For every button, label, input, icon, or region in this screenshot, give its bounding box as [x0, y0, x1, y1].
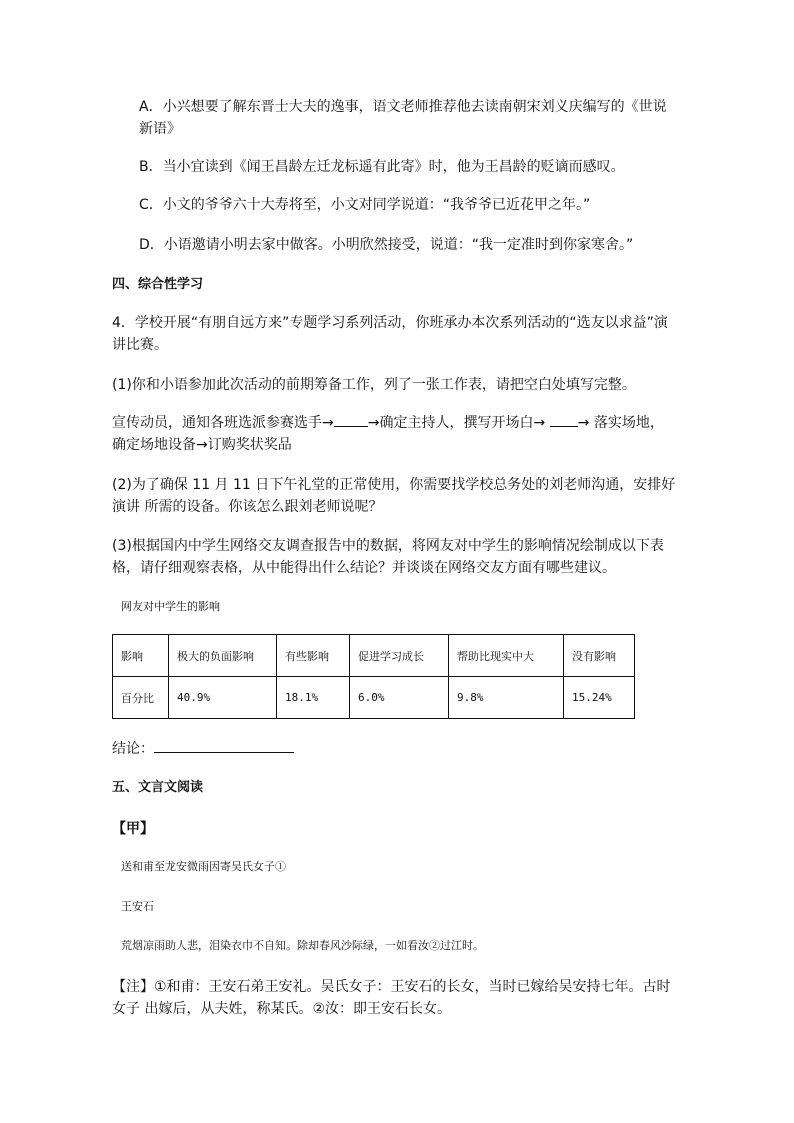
- flow-step3: → 落实场地，: [577, 415, 664, 431]
- header-cell-some-influence: 有些影响: [277, 635, 350, 677]
- conclusion-line: [112, 738, 294, 760]
- flow-line2: 确定场地设备→订购奖状奖品: [112, 437, 292, 453]
- option-c: C．小文的爷爷六十大寿将至，小文对同学说道：“我爷爷已近花甲之年。”: [139, 197, 591, 213]
- fill-blank-1[interactable]: [334, 412, 368, 427]
- header-cell-promote-learning: 促进学习成长: [350, 635, 449, 677]
- value-major-negative: 40.9%: [169, 677, 277, 719]
- flow-line1: [112, 412, 664, 434]
- value-some-influence: 18.1%: [277, 677, 350, 719]
- subquestion2-line2: 演讲 所需的设备。你该怎么跟刘老师说呢？: [112, 499, 383, 515]
- section4-heading: 四、综合性学习: [112, 277, 204, 292]
- section5-heading: 五、文言文阅读: [112, 780, 204, 795]
- value-more-helpful: 9.8%: [449, 677, 564, 719]
- value-no-influence: 15.24%: [564, 677, 635, 719]
- flow-step2: →确定主持人，撰写开场白→: [367, 415, 550, 431]
- subquestion2-line1: (2)为了确保 11 月 11 日下午礼堂的正常使用，你需要找学校总务处的刘老师沟通，安排好: [112, 477, 676, 493]
- table-row: [113, 677, 635, 719]
- fill-blank-2[interactable]: [550, 412, 578, 427]
- option-a-line1: A．小兴想要了解东晋士大夫的逸事，语文老师推荐他去读南朝宋刘义庆编写的《世说: [139, 99, 667, 115]
- header-cell-major-negative: 极大的负面影响: [169, 635, 277, 677]
- question4-line2: 讲比赛。: [112, 337, 168, 353]
- header-cell-influence: 影响: [113, 635, 169, 677]
- subquestion1: (1)你和小语参加此次活动的前期筹备工作，列了一张工作表，请把空白处填写完整。: [112, 377, 636, 393]
- conclusion-label: 结论：: [112, 741, 154, 757]
- note-line1: 【注】①和甫：王安石弟王安礼。吴氏女子：王安石的长女，当时已嫁给吴安持七年。古时: [112, 979, 671, 995]
- subquestion3-line1: (3)根据国内中学生网络交友调查报告中的数据，将网友对中学生的影响情况绘制成以下表: [112, 538, 664, 554]
- header-cell-more-helpful: 帮助比现实中大: [449, 635, 564, 677]
- poem-text: 荒烟凉雨助人悲，泪染衣巾不自知。除却春风沙际绿，一如看汝②过江时。: [121, 939, 484, 952]
- poem-title: 送和甫至龙安微雨因寄吴氏女子①: [121, 860, 286, 873]
- question4-line1: 4．学校开展“有朋自远方来”专题学习系列活动，你班承办本次系列活动的“选友以求益”演: [112, 315, 668, 331]
- note-line2: 女子 出嫁后，从夫姓，称某氏。②汝：即王安石长女。: [112, 1001, 451, 1017]
- option-a-line2: 新语》: [139, 121, 181, 137]
- value-promote-learning: 6.0%: [350, 677, 449, 719]
- table-caption: 网友对中学生的影响: [121, 600, 220, 613]
- header-cell-no-influence: 没有影响: [564, 635, 635, 677]
- option-d: D．小语邀请小明去家中做客。小明欣然接受，说道：“我一定准时到你家寒舍。”: [139, 237, 634, 253]
- flow-step1: 宣传动员，通知各班选派参赛选手→: [112, 415, 334, 431]
- table-header-row: [113, 635, 635, 677]
- influence-table: [112, 634, 635, 719]
- conclusion-blank[interactable]: [154, 738, 294, 753]
- jia-label: 【甲】: [112, 821, 154, 837]
- row-label-percentage: 百分比: [113, 677, 169, 719]
- poem-author: 王安石: [121, 900, 154, 913]
- subquestion3-line2: 格，请仔细观察表格，从中能得出什么结论？并谈谈在网络交友方面有哪些建议。: [112, 560, 616, 576]
- option-b: B．当小宜读到《闻王昌龄左迁龙标遥有此寄》时，他为王昌龄的贬谪而感叹。: [139, 159, 625, 175]
